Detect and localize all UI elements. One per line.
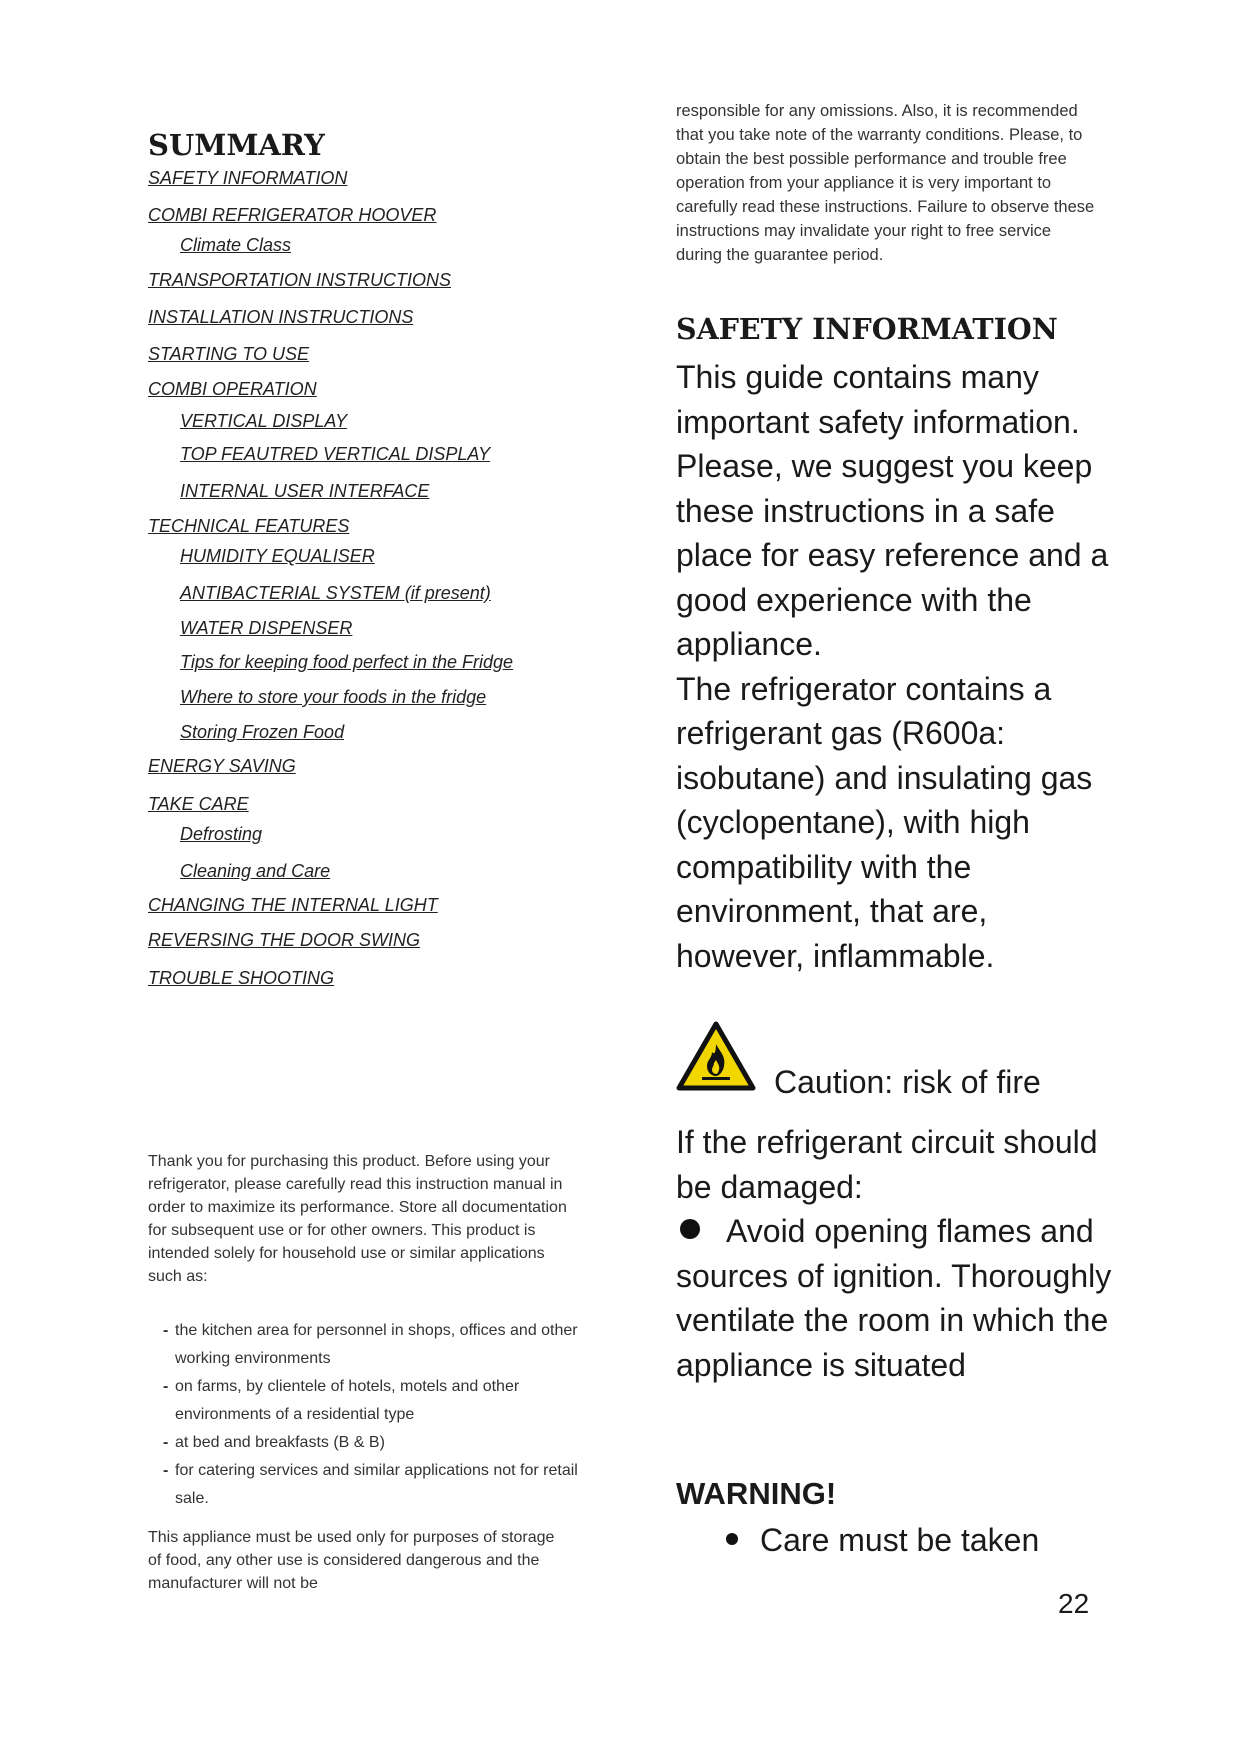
toc-combi-refrigerator[interactable]: COMBI REFRIGERATOR HOOVER bbox=[148, 205, 437, 225]
usage-disclaimer: This appliance must be used only for purposes of storage of food, any other use is considered dangerous and the manufacturer will not be bbox=[148, 1529, 555, 1592]
toc-technical-features[interactable]: TECHNICAL FEATURES bbox=[148, 516, 350, 536]
caution-text: Caution: risk of fire bbox=[774, 1064, 1041, 1100]
toc-water-dispenser[interactable]: WATER DISPENSER bbox=[180, 618, 353, 638]
list-item: - on farms, by clientele of hotels, motels and other environments of a residential type bbox=[163, 1373, 583, 1429]
toc-cleaning-and-care[interactable]: Cleaning and Care bbox=[180, 861, 331, 881]
summary-title: SUMMARY bbox=[148, 128, 325, 162]
page-number: 22 bbox=[1058, 1588, 1090, 1619]
toc-combi-operation[interactable]: COMBI OPERATION bbox=[148, 379, 317, 399]
list-item: - for catering services and similar applications not for retail sale. bbox=[163, 1457, 583, 1513]
toc-top-featured-display[interactable]: TOP FEAUTRED VERTICAL DISPLAY bbox=[180, 444, 491, 464]
list-item: - the kitchen area for personnel in shops, offices and other working environments bbox=[163, 1317, 583, 1373]
flammable-warning-icon bbox=[676, 1020, 756, 1092]
uses-list bbox=[163, 1317, 583, 1513]
toc-humidity-equaliser[interactable]: HUMIDITY EQUALISER bbox=[180, 546, 375, 566]
toc-climate-class[interactable]: Climate Class bbox=[180, 235, 292, 255]
toc-defrosting[interactable]: Defrosting bbox=[180, 824, 263, 844]
continued-paragraph: responsible for any omissions. Also, it is recommended that you take note of the warranty conditions. Please, to obtain the best possible performance and trouble free operation from your appliance it is very important to carefully read these instructions. Failure to observe these instructions may invalidate your right to free service during the guarantee period. bbox=[676, 102, 1095, 264]
toc-starting-to-use[interactable]: STARTING TO USE bbox=[148, 344, 310, 364]
ignition-bullet bbox=[676, 1209, 1116, 1387]
safety-heading: SAFETY INFORMATION bbox=[676, 312, 1058, 346]
toc-energy-saving[interactable]: ENERGY SAVING bbox=[148, 756, 296, 776]
toc-trouble-shooting[interactable]: TROUBLE SHOOTING bbox=[148, 968, 335, 988]
warning-bullet-text: Care must be taken bbox=[760, 1522, 1040, 1558]
safety-body bbox=[676, 355, 1116, 978]
toc-vertical-display[interactable]: VERTICAL DISPLAY bbox=[180, 411, 348, 431]
bullet-icon bbox=[726, 1533, 738, 1545]
warning-heading: WARNING! bbox=[676, 1476, 837, 1511]
toc-tips-keeping-food[interactable]: Tips for keeping food perfect in the Fridge bbox=[180, 652, 514, 672]
toc-transportation[interactable]: TRANSPORTATION INSTRUCTIONS bbox=[148, 270, 452, 290]
toc-changing-light[interactable]: CHANGING THE INTERNAL LIGHT bbox=[148, 895, 438, 915]
refrigerant-paragraph: The refrigerator contains a refrigerant gas (R600a: isobutane) and insulating gas (cyclopentane), with high compatibility with the environment, that are, however, inflammable. bbox=[676, 670, 1093, 974]
warning-bullet bbox=[726, 1518, 1039, 1562]
toc-internal-user-interface[interactable]: INTERNAL USER INTERFACE bbox=[180, 481, 430, 501]
ignition-bullet-text: Avoid opening flames and sources of ignition. Thoroughly ventilate the room in which the appliance is situated bbox=[676, 1213, 1112, 1383]
toc-safety-information[interactable]: SAFETY INFORMATION bbox=[148, 168, 348, 188]
list-item: - at bed and breakfasts (B & B) bbox=[163, 1429, 583, 1457]
bullet-icon bbox=[680, 1219, 700, 1239]
safety-paragraph: This guide contains many important safety information. Please, we suggest you keep these instructions in a safe place for easy reference and a good experience with the appliance. bbox=[676, 359, 1109, 662]
toc-storing-frozen[interactable]: Storing Frozen Food bbox=[180, 722, 345, 742]
toc-installation[interactable]: INSTALLATION INSTRUCTIONS bbox=[148, 307, 414, 327]
toc-antibacterial[interactable]: ANTIBACTERIAL SYSTEM (if present) bbox=[180, 583, 491, 603]
toc-reversing-door[interactable]: REVERSING THE DOOR SWING bbox=[148, 930, 421, 950]
circuit-damage-text: If the refrigerant circuit should be damaged: bbox=[676, 1124, 1098, 1205]
intro-paragraph: Thank you for purchasing this product. Before using your refrigerator, please carefully read this instruction manual in order to maximize its performance. Store all documentation for subsequent use or for other owners. This product is intended solely for household use or similar applications such as: bbox=[148, 1153, 567, 1285]
toc-where-to-store[interactable]: Where to store your foods in the fridge bbox=[180, 687, 487, 707]
toc-take-care[interactable]: TAKE CARE bbox=[148, 794, 249, 814]
